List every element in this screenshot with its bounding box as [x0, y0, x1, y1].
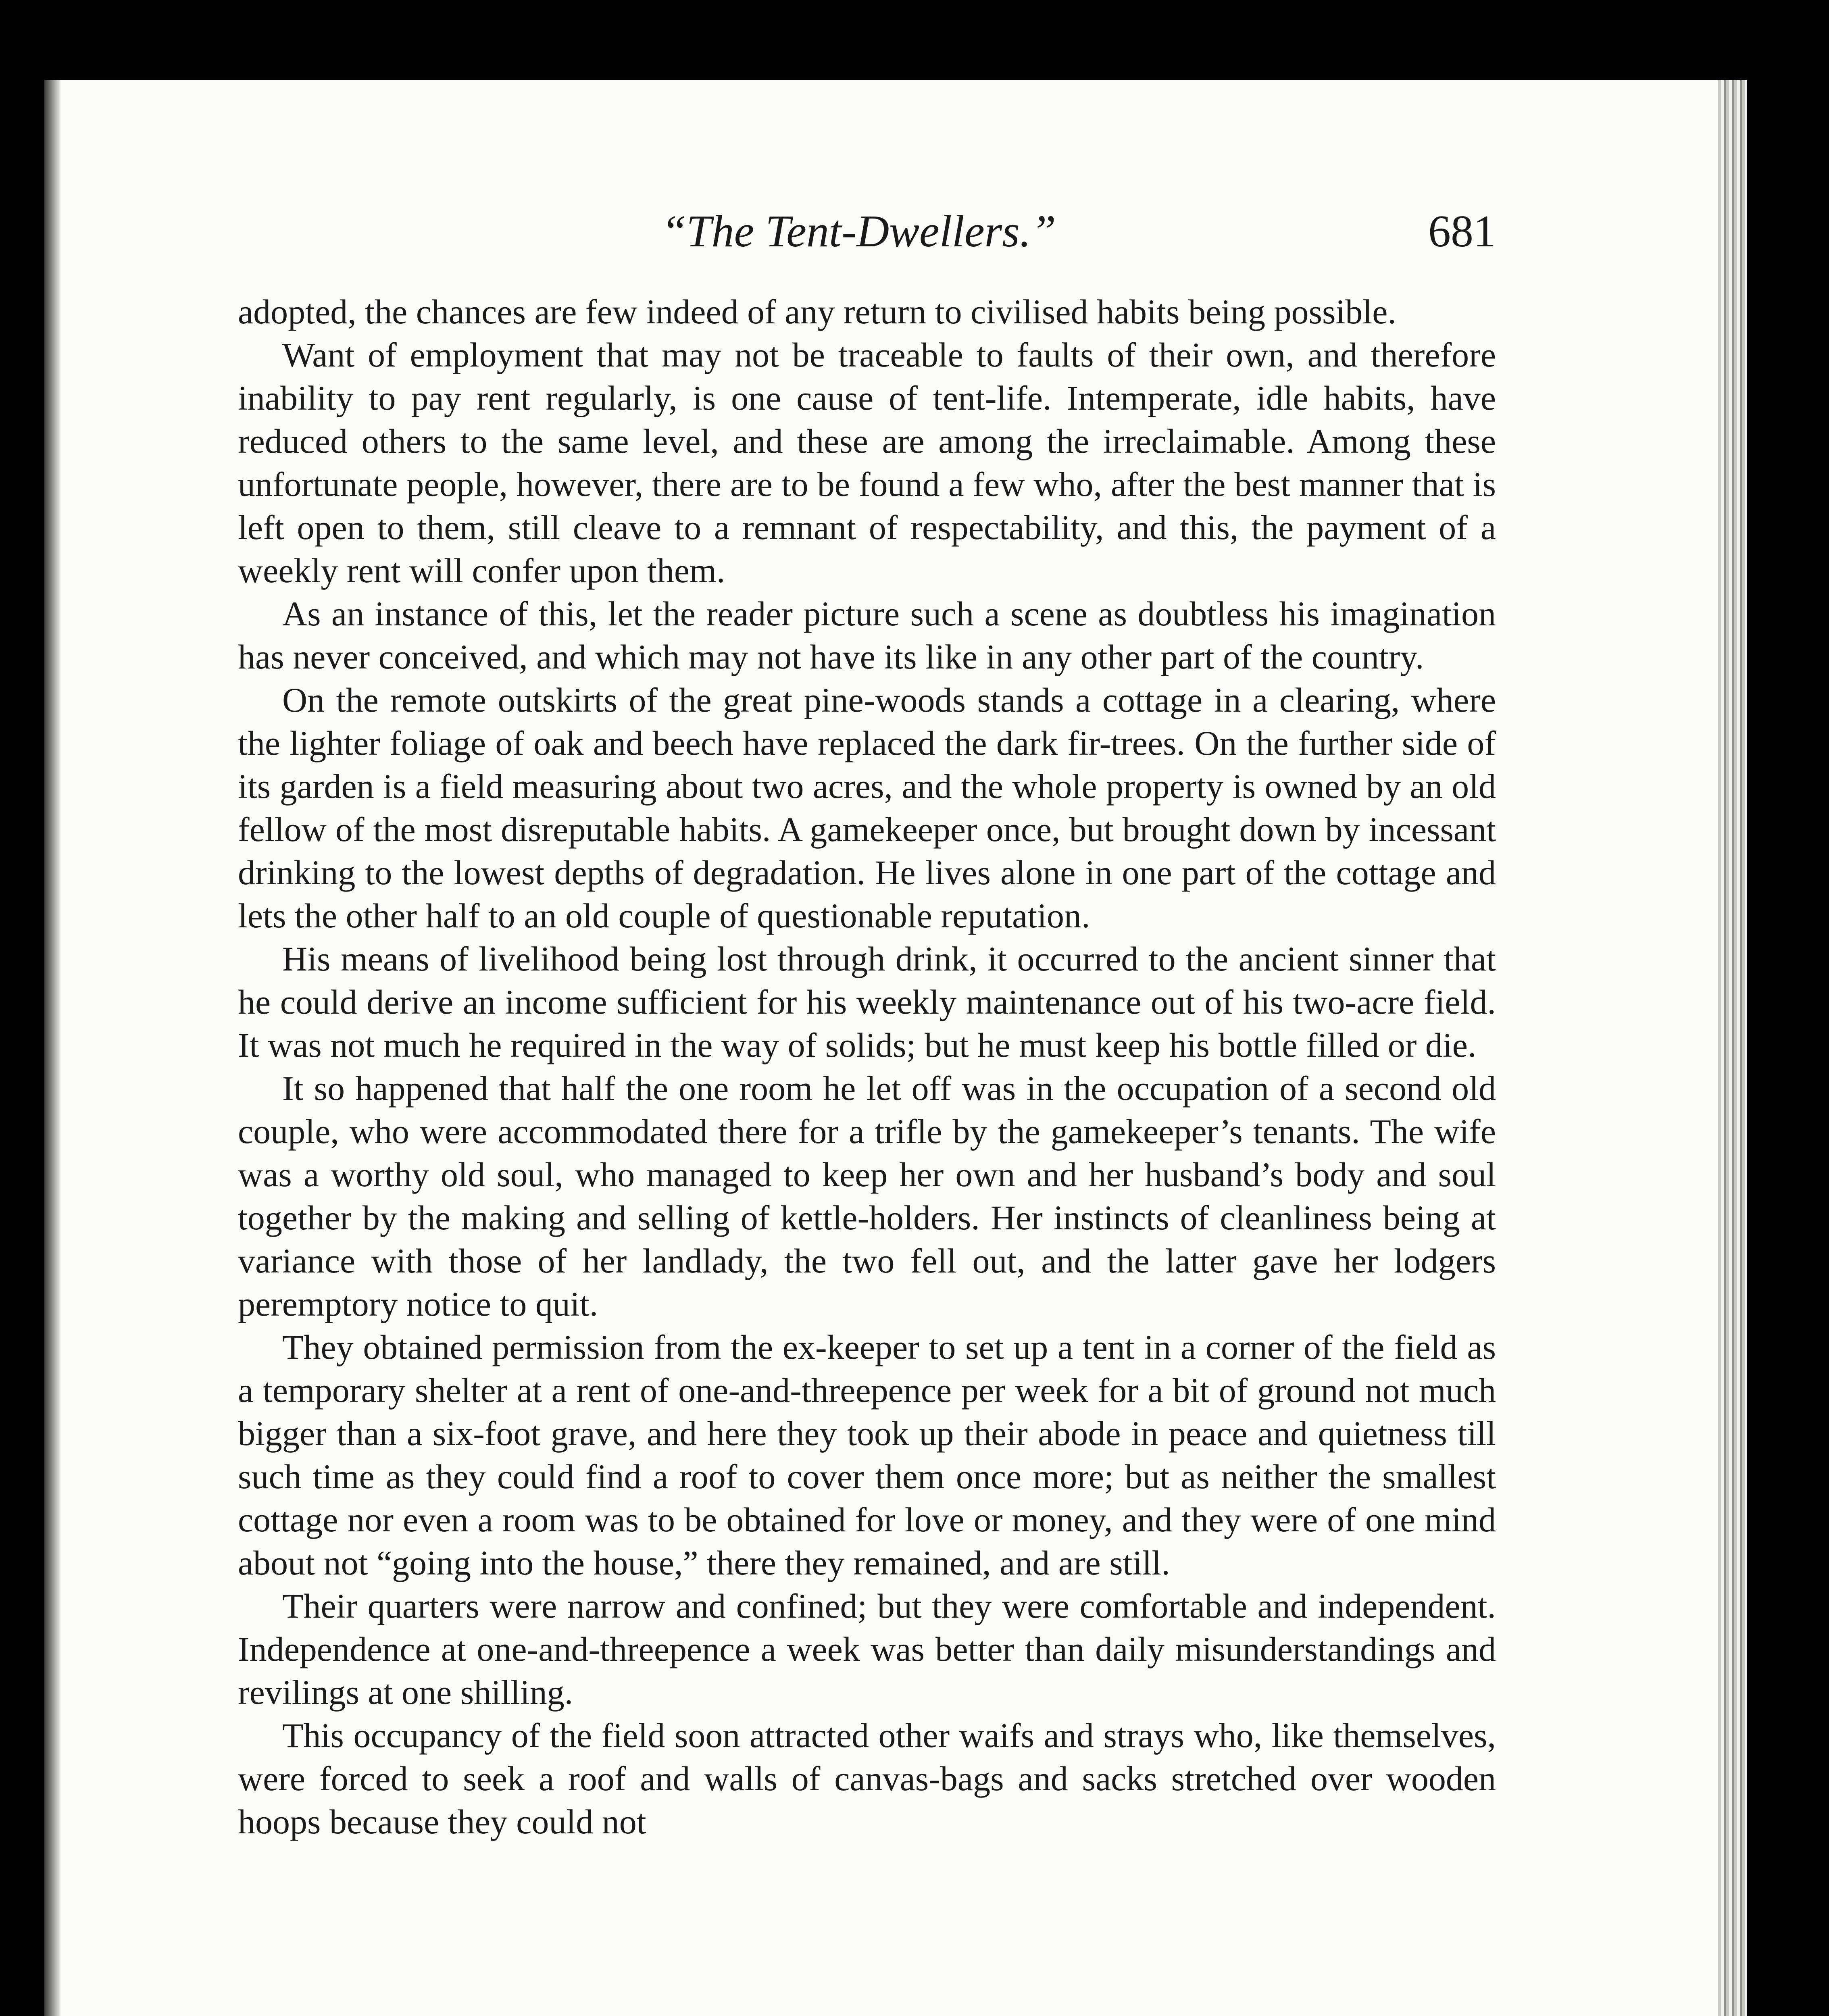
running-head: [238, 206, 1496, 274]
page-edge: [1718, 80, 1747, 2016]
running-head-title: “The Tent-Dwellers.”: [661, 206, 1056, 256]
paragraph: As an instance of this, let the reader picture such a scene as doubtless his imagination has never conceived, and which may not have its like in any other part of the country.: [238, 594, 1496, 676]
body-text: [238, 290, 1496, 2016]
paragraph: They obtained permission from the ex-keeper to set up a tent in a corner of the field as a temporary shelter at a rent of one-and-threepence per week for a bit of ground not much bigger than a six-foot grave, and here they took up their abode in peace and quietness till such time as they could find a roof to cover them once more; but as neither the smallest cottage nor even a room was to be obtained for love or money, and they were of one mind about not “going into the house,” there they remained, and are still.: [238, 1328, 1496, 1582]
paragraph: His means of livelihood being lost through drink, it occurred to the ancient sinner that he could derive an income sufficient for his weekly maintenance out of his two-acre field. It was not much he required in the way of solids; but he must keep his bottle filled or die.: [238, 939, 1496, 1064]
paragraph: It so happened that half the one room he let off was in the occupation of a second old couple, who were accommodated there for a trifle by the gamekeeper’s tenants. The wife was a worthy old soul, who managed to keep her own and her husband’s body and soul together by the making and selling of kettle-holders. Her instincts of cleanliness being at variance with those of her landlady, the two fell out, and the latter gave her lodgers peremptory notice to quit.: [238, 1069, 1496, 1323]
spine-edge: [44, 80, 60, 2016]
paragraph: This occupancy of the field soon attracted other waifs and strays who, like themselves, were forced to seek a roof and walls of canvas-bags and sacks stretched over wooden hoops because they could not: [238, 1716, 1496, 1841]
paragraph: On the remote outskirts of the great pine-woods stands a cottage in a clearing, where the lighter foliage of oak and beech have replaced the dark fir-trees. On the further side of its garden is a field measuring about two acres, and the whole property is owned by an old fellow of the most disreputable habits. A gamekeeper once, but brought down by incessant drinking to the lowest depths of degradation. He lives alone in one part of the cottage and lets the other half to an old couple of questionable reputation.: [238, 681, 1496, 935]
paragraph: adopted, the chances are few indeed of any return to civilised habits being possible.: [238, 292, 1396, 331]
paragraph: Their quarters were narrow and confined; but they were comfortable and independent. Independence at one-and-threepence a week was better than daily misunderstandings and revilings at one shilling.: [238, 1587, 1496, 1712]
page-number: 681: [1428, 206, 1496, 256]
paragraph: Want of employment that may not be traceable to faults of their own, and therefore inability to pay rent regularly, is one cause of tent-life. Intemperate, idle habits, have reduced others to the same level, and these are among the irreclaimable. Among these unfortunate people, however, there are to be found a few who, after the best manner that is left open to them, still cleave to a remnant of respectability, and this, the payment of a weekly rent will confer upon them.: [238, 335, 1496, 590]
